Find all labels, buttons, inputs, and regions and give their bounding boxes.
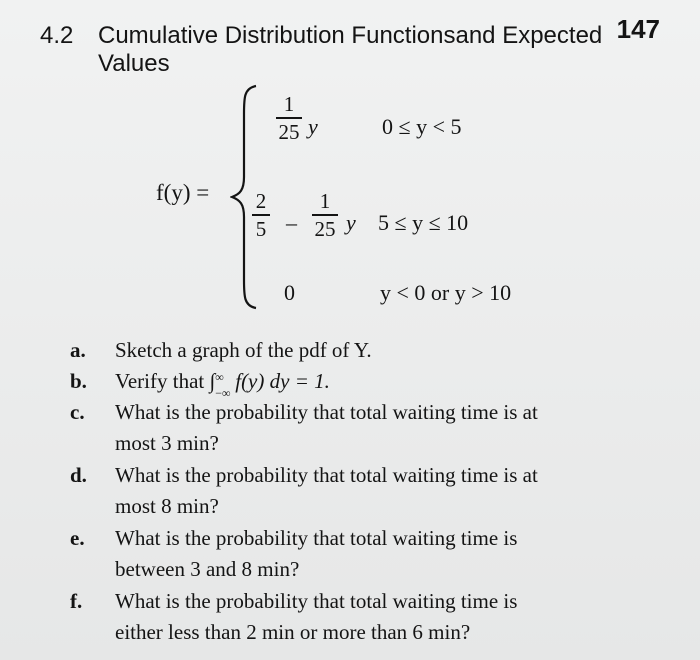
- question-text-line2: either less than 2 min or more than 6 min?: [115, 620, 471, 644]
- case1-fraction: [276, 92, 302, 144]
- question-text-line2: most 3 min?: [115, 431, 219, 455]
- case2-numerator-1: 2: [255, 189, 267, 213]
- section-title: Cumulative Distribution Functionsand Expected Values: [98, 22, 603, 77]
- question-label: e.: [70, 526, 85, 550]
- case3-value: 0: [284, 280, 295, 305]
- question-text-line2: most 8 min?: [115, 494, 219, 518]
- case2-variable: y: [346, 210, 356, 235]
- pdf-lhs: f(y) =: [156, 180, 210, 205]
- case2-fraction-2: [312, 189, 338, 241]
- case2-denominator-1: 5: [255, 217, 267, 241]
- case1-numerator: 1: [283, 92, 295, 116]
- integrand: f(y) dy = 1.: [235, 369, 330, 393]
- question-text-line1: What is the probability that total waiting time is at: [115, 463, 538, 487]
- question-text: Sketch a graph of the pdf of Y.: [115, 338, 372, 362]
- case3-condition: y < 0 or y > 10: [380, 280, 512, 305]
- question-text-line1: What is the probability that total waiting time is: [115, 526, 518, 550]
- case2-numerator-2: 1: [319, 189, 331, 213]
- question-text-line1: What is the probability that total waiting time is at: [115, 400, 538, 424]
- question-label: d.: [70, 463, 87, 487]
- question-text-line2: between 3 and 8 min?: [115, 557, 300, 581]
- integral-upper-limit: ∞: [215, 370, 224, 384]
- case2-denominator-2: 25: [314, 217, 336, 241]
- section-number: 4.2: [40, 22, 74, 49]
- question-d: [70, 460, 670, 522]
- case1-condition: 0 ≤ y < 5: [382, 114, 462, 139]
- case1-variable: y: [308, 114, 318, 139]
- question-f: [70, 586, 670, 648]
- case2-fraction-1: [252, 189, 270, 241]
- case1-denominator: 25: [278, 120, 300, 144]
- integral-text: Verify that ∫: [115, 369, 216, 393]
- question-text: [115, 366, 670, 400]
- fraction-bar: [252, 214, 270, 216]
- question-label: b.: [70, 369, 87, 393]
- question-label: f.: [70, 589, 83, 613]
- fraction-bar: [276, 117, 302, 119]
- page-number: 147: [616, 14, 660, 44]
- question-b: [70, 366, 670, 400]
- question-c: [70, 397, 670, 459]
- integral-limits: [215, 366, 235, 400]
- case2-condition: 5 ≤ y ≤ 10: [378, 210, 469, 235]
- question-label: a.: [70, 338, 86, 362]
- integral-lower-limit: −∞: [215, 386, 231, 400]
- question-label: c.: [70, 400, 85, 424]
- fraction-bar: [312, 214, 338, 216]
- question-a: [70, 335, 670, 366]
- question-e: [70, 523, 670, 585]
- question-text-line1: What is the probability that total waiting time is: [115, 589, 518, 613]
- piecewise-pdf: [0, 0, 700, 320]
- case2-minus: –: [286, 210, 297, 235]
